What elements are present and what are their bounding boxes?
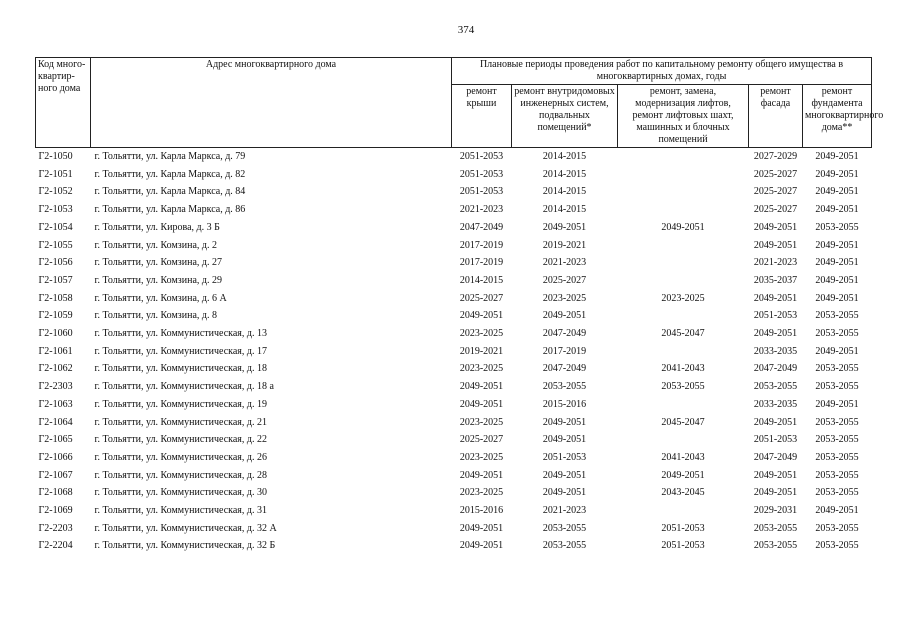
table-row	[36, 272, 872, 290]
code-cell: Г2-1065	[38, 434, 73, 446]
internal-cell: 2047-2049	[542, 363, 587, 375]
foundation-cell: 2053-2055	[815, 363, 859, 375]
foundation-cell: 2053-2055	[815, 469, 859, 481]
address-cell: г. Тольятти, ул. Коммунистическая, д. 31	[94, 505, 267, 517]
code-cell: Г2-1052	[38, 186, 73, 198]
internal-cell: 2053-2055	[542, 381, 587, 393]
address-cell: г. Тольятти, ул. Комзина, д. 2	[94, 239, 217, 251]
table-body	[36, 148, 872, 556]
foundation-cell: 2049-2051	[815, 292, 859, 304]
facade-cell: 2049-2051	[753, 416, 798, 428]
foundation-cell: 2049-2051	[815, 505, 859, 517]
facade-cell: 2049-2051	[753, 469, 798, 481]
code-cell: Г2-1062	[38, 363, 73, 375]
elevators-cell: 2051-2053	[661, 522, 705, 534]
address-cell: г. Тольятти, ул. Коммунистическая, д. 13	[94, 328, 267, 340]
roof-cell: 2049-2051	[459, 398, 504, 410]
facade-cell: 2025-2027	[753, 168, 798, 180]
facade-cell: 2053-2055	[753, 540, 798, 552]
roof-cell: 2025-2027	[459, 292, 504, 304]
header-code: Код много-квартир-ного дома	[36, 58, 91, 148]
facade-cell: 2025-2027	[753, 186, 798, 198]
elevators-cell	[618, 272, 749, 290]
elevators-cell: 2049-2051	[661, 469, 705, 481]
address-cell: г. Тольятти, ул. Коммунистическая, д. 32 А	[94, 522, 277, 534]
table-row	[36, 166, 872, 184]
internal-cell: 2014-2015	[542, 151, 587, 162]
address-cell: г. Тольятти, ул. Карла Маркса, д. 82	[94, 168, 246, 180]
facade-cell: 2051-2053	[753, 434, 798, 446]
elevators-cell	[618, 166, 749, 184]
table-row	[36, 360, 872, 378]
elevators-cell	[618, 396, 749, 414]
address-cell: г. Тольятти, ул. Карла Маркса, д. 79	[94, 151, 246, 162]
table-row	[36, 378, 872, 396]
roof-cell: 2049-2051	[459, 469, 504, 481]
address-cell: г. Тольятти, ул. Комзина, д. 8	[94, 310, 217, 322]
page-number: 374	[457, 24, 475, 36]
elevators-cell	[618, 307, 749, 325]
facade-cell: 2049-2051	[753, 487, 798, 499]
table-row	[36, 290, 872, 308]
facade-cell: 2025-2027	[753, 204, 798, 216]
roof-cell: 2023-2025	[459, 451, 504, 463]
foundation-cell: 2049-2051	[815, 239, 859, 251]
code-cell: Г2-2203	[38, 522, 73, 534]
internal-cell: 2014-2015	[542, 204, 587, 216]
facade-cell: 2053-2055	[753, 522, 798, 534]
foundation-cell: 2049-2051	[815, 186, 859, 198]
roof-cell: 2023-2025	[459, 416, 504, 428]
code-cell: Г2-1056	[38, 257, 73, 269]
roof-cell: 2049-2051	[459, 522, 504, 534]
table-row	[36, 537, 872, 555]
facade-cell: 2049-2051	[753, 328, 798, 340]
table-row	[36, 219, 872, 237]
roof-cell: 2051-2053	[459, 168, 504, 180]
roof-cell: 2049-2051	[459, 540, 504, 552]
roof-cell: 2051-2053	[459, 151, 504, 162]
table-row	[36, 237, 872, 255]
code-cell: Г2-1069	[38, 505, 73, 517]
internal-cell: 2049-2051	[542, 434, 587, 446]
foundation-cell: 2053-2055	[815, 221, 859, 233]
foundation-cell: 2053-2055	[815, 540, 859, 552]
internal-cell: 2017-2019	[542, 345, 587, 357]
foundation-cell: 2053-2055	[815, 487, 859, 499]
address-cell: г. Тольятти, ул. Коммунистическая, д. 28	[94, 469, 267, 481]
facade-cell: 2051-2053	[753, 310, 798, 322]
code-cell: Г2-1058	[38, 292, 73, 304]
internal-cell: 2051-2053	[542, 451, 587, 463]
table-row	[36, 431, 872, 449]
facade-cell: 2021-2023	[753, 257, 798, 269]
table-row	[36, 254, 872, 272]
elevators-cell: 2043-2045	[661, 487, 705, 499]
code-cell: Г2-2204	[38, 540, 73, 552]
internal-cell: 2049-2051	[542, 487, 587, 499]
foundation-cell: 2049-2051	[815, 168, 859, 180]
foundation-cell: 2053-2055	[815, 310, 859, 322]
internal-cell: 2021-2023	[542, 505, 587, 517]
roof-cell: 2019-2021	[459, 345, 504, 357]
foundation-cell: 2049-2051	[815, 151, 859, 162]
code-cell: Г2-1053	[38, 204, 73, 216]
header-row-1	[36, 58, 872, 85]
internal-cell: 2021-2023	[542, 257, 587, 269]
code-cell: Г2-1060	[38, 328, 73, 340]
foundation-cell: 2053-2055	[815, 328, 859, 340]
elevators-cell: 2049-2051	[661, 221, 705, 233]
address-cell: г. Тольятти, ул. Комзина, д. 27	[94, 257, 222, 269]
facade-cell: 2049-2051	[753, 239, 798, 251]
foundation-cell: 2053-2055	[815, 451, 859, 463]
roof-cell: 2017-2019	[459, 257, 504, 269]
internal-cell: 2049-2051	[542, 310, 587, 322]
table-row	[36, 183, 872, 201]
code-cell: Г2-1057	[38, 274, 73, 286]
foundation-cell: 2049-2051	[815, 257, 859, 269]
elevators-cell: 2051-2053	[661, 540, 705, 552]
roof-cell: 2023-2025	[459, 487, 504, 499]
foundation-cell: 2049-2051	[815, 398, 859, 410]
elevators-cell	[618, 183, 749, 201]
foundation-cell: 2049-2051	[815, 345, 859, 357]
elevators-cell	[618, 237, 749, 255]
code-cell: Г2-1068	[38, 487, 73, 499]
internal-cell: 2014-2015	[542, 186, 587, 198]
code-cell: Г2-1054	[38, 221, 73, 233]
code-cell: Г2-1066	[38, 451, 73, 463]
internal-cell: 2049-2051	[542, 416, 587, 428]
table-row	[36, 520, 872, 538]
internal-cell: 2047-2049	[542, 328, 587, 340]
internal-cell: 2014-2015	[542, 168, 587, 180]
elevators-cell	[618, 148, 749, 166]
facade-cell: 2029-2031	[753, 505, 798, 517]
elevators-cell	[618, 201, 749, 219]
roof-cell: 2015-2016	[459, 505, 504, 517]
code-cell: Г2-1063	[38, 398, 73, 410]
elevators-cell	[618, 502, 749, 520]
code-cell: Г2-1050	[38, 151, 73, 162]
foundation-cell: 2053-2055	[815, 522, 859, 534]
facade-cell: 2027-2029	[753, 151, 798, 162]
table-row	[36, 148, 872, 166]
table-row	[36, 414, 872, 432]
table-row	[36, 502, 872, 520]
code-cell: Г2-1059	[38, 310, 73, 322]
address-cell: г. Тольятти, ул. Коммунистическая, д. 30	[94, 487, 267, 499]
table-row	[36, 396, 872, 414]
elevators-cell: 2045-2047	[661, 416, 705, 428]
facade-cell: 2049-2051	[753, 221, 798, 233]
roof-cell: 2023-2025	[459, 363, 504, 375]
roof-cell: 2023-2025	[459, 328, 504, 340]
header-roof: ремонт крыши	[452, 85, 512, 148]
table-row	[36, 467, 872, 485]
foundation-cell: 2049-2051	[815, 274, 859, 286]
address-cell: г. Тольятти, ул. Коммунистическая, д. 32 Б	[94, 540, 276, 552]
roof-cell: 2014-2015	[459, 274, 504, 286]
address-cell: г. Тольятти, ул. Кирова, д. 3 Б	[94, 221, 220, 233]
internal-cell: 2049-2051	[542, 221, 587, 233]
facade-cell: 2035-2037	[753, 274, 798, 286]
roof-cell: 2049-2051	[459, 381, 504, 393]
table-row	[36, 307, 872, 325]
table-row	[36, 449, 872, 467]
foundation-cell: 2053-2055	[815, 416, 859, 428]
table-row	[36, 201, 872, 219]
elevators-cell: 2053-2055	[661, 381, 705, 393]
roof-cell: 2049-2051	[459, 310, 504, 322]
internal-cell: 2049-2051	[542, 469, 587, 481]
header-foundation: ремонт фундамента многоквартирного дома**	[803, 85, 872, 148]
address-cell: г. Тольятти, ул. Коммунистическая, д. 22	[94, 434, 267, 446]
header-facade: ремонт фасада	[749, 85, 803, 148]
elevators-cell: 2041-2043	[661, 363, 705, 375]
facade-cell: 2033-2035	[753, 398, 798, 410]
address-cell: г. Тольятти, ул. Коммунистическая, д. 26	[94, 451, 267, 463]
roof-cell: 2025-2027	[459, 434, 504, 446]
foundation-cell: 2053-2055	[815, 434, 859, 446]
roof-cell: 2017-2019	[459, 239, 504, 251]
code-cell: Г2-1067	[38, 469, 73, 481]
table-row	[36, 343, 872, 361]
address-cell: г. Тольятти, ул. Комзина, д. 29	[94, 274, 222, 286]
elevators-cell	[618, 431, 749, 449]
foundation-cell: 2053-2055	[815, 381, 859, 393]
elevators-cell: 2023-2025	[661, 292, 705, 304]
facade-cell: 2053-2055	[753, 381, 798, 393]
elevators-cell: 2045-2047	[661, 328, 705, 340]
foundation-cell: 2049-2051	[815, 204, 859, 216]
internal-cell: 2053-2055	[542, 540, 587, 552]
elevators-cell: 2041-2043	[661, 451, 705, 463]
roof-cell: 2021-2023	[459, 204, 504, 216]
code-cell: Г2-1061	[38, 345, 73, 357]
address-cell: г. Тольятти, ул. Коммунистическая, д. 18 а	[94, 381, 274, 393]
table-row	[36, 325, 872, 343]
facade-cell: 2047-2049	[753, 451, 798, 463]
address-cell: г. Тольятти, ул. Коммунистическая, д. 21	[94, 416, 267, 428]
header-periods: Плановые периоды проведения работ по капитальному ремонту общего имущества в многоквартирных домах, годы	[452, 58, 872, 85]
elevators-cell	[618, 254, 749, 272]
address-cell: г. Тольятти, ул. Карла Маркса, д. 86	[94, 204, 246, 216]
internal-cell: 2019-2021	[542, 239, 587, 251]
address-cell: г. Тольятти, ул. Комзина, д. 6 А	[94, 292, 227, 304]
facade-cell: 2033-2035	[753, 345, 798, 357]
header-internal: ремонт внутридомовых инженерных систем, подвальных помещений*	[512, 85, 618, 148]
internal-cell: 2023-2025	[542, 292, 587, 304]
internal-cell: 2015-2016	[542, 398, 587, 410]
facade-cell: 2047-2049	[753, 363, 798, 375]
code-cell: Г2-1051	[38, 168, 73, 180]
internal-cell: 2025-2027	[542, 274, 587, 286]
address-cell: г. Тольятти, ул. Коммунистическая, д. 18	[94, 363, 267, 375]
capital-repair-table	[35, 57, 884, 555]
address-cell: г. Тольятти, ул. Карла Маркса, д. 84	[94, 186, 246, 198]
address-cell: г. Тольятти, ул. Коммунистическая, д. 19	[94, 398, 267, 410]
roof-cell: 2051-2053	[459, 186, 504, 198]
address-cell: г. Тольятти, ул. Коммунистическая, д. 17	[94, 345, 267, 357]
roof-cell: 2047-2049	[459, 221, 504, 233]
code-cell: Г2-2303	[38, 381, 73, 393]
table-row	[36, 484, 872, 502]
internal-cell: 2053-2055	[542, 522, 587, 534]
code-cell: Г2-1055	[38, 239, 73, 251]
header-elevators: ремонт, замена, модернизация лифтов, ремонт лифтовых шахт, машинных и блочных помещений	[618, 85, 749, 148]
header-address: Адрес многоквартирного дома	[91, 58, 452, 148]
code-cell: Г2-1064	[38, 416, 73, 428]
facade-cell: 2049-2051	[753, 292, 798, 304]
elevators-cell	[618, 343, 749, 361]
